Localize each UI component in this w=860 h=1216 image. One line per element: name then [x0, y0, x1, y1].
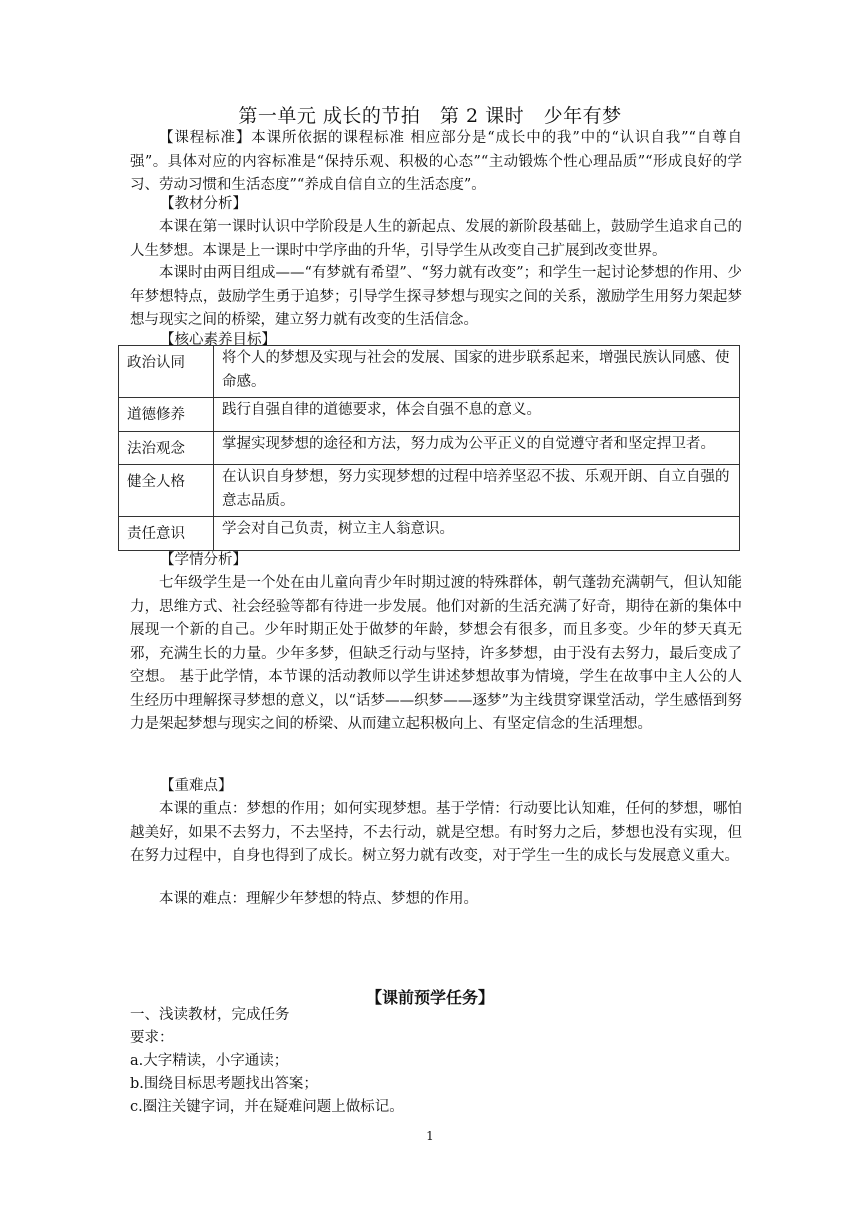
goal-value: 掌握实现梦想的途径和方法，努力成为公平正义的自觉遵守者和坚定捍卫者。 [214, 431, 740, 465]
curriculum-standard-paragraph [130, 127, 742, 198]
preview-task-requirement: a.大字精读，小字通读； [130, 1053, 289, 1069]
page-title: 第一单元 成长的节拍 第 2 课时 少年有梦 [238, 105, 622, 127]
key-points-focus: 本课的重点：梦想的作用；如何实现梦想。基于学情：行动要比认知难，任何的梦想，哪怕越美好，如果不去努力，不去坚持，不去行动，就是空想。有时努力之后，梦想也没有实现，但在努力过程中，自身也得到了成长。树立努力就有改变，对于学生一生的成长与发展意义重大。 [130, 801, 742, 864]
goal-value: 将个人的梦想及实现与社会的发展、国家的进步联系起来，增强民族认同感、使命感。 [214, 346, 740, 398]
key-points-heading: 【重难点】 [160, 778, 233, 794]
preview-task-requirement: c.圈注关键字词，并在疑难问题上做标记。 [130, 1099, 404, 1115]
textbook-analysis-paragraph-2: 本课时由两目组成——“有梦就有希望”、“努力就有改变”；和学生一起讨论梦想的作用、少年梦想特点，鼓励学生勇于追梦；引导学生探寻梦想与现实之间的关系，激励学生用努力架起梦想与现实之间的桥梁，建立努力就有改变的生活信念。 [130, 265, 742, 328]
curriculum-standard-heading: 【课程标准】 [159, 130, 252, 146]
goal-key: 责任意识 [119, 517, 214, 551]
goal-value: 学会对自己负责，树立主人翁意识。 [214, 517, 740, 551]
preview-task-requirement: b.围绕目标思考题找出答案； [130, 1076, 318, 1092]
core-goals-heading: 【核心素养目标】 [160, 332, 276, 348]
goal-key: 道德修养 [119, 398, 214, 432]
table-row [119, 346, 740, 398]
goal-key: 政治认同 [119, 346, 214, 398]
core-goals-table [118, 345, 740, 551]
learner-analysis-paragraph: 七年级学生是一个处在由儿童向青少年时期过渡的特殊群体，朝气蓬勃充满朝气，但认知能力，思维方式、社会经验等都有待进一步发展。他们对新的生活充满了好奇，期待在新的集体中展现一个新的自己。少年时期正处于做梦的年龄，梦想会有很多，而且多变。少年的梦天真无邪，充满生长的力量。少年多梦，但缺乏行动与坚持，许多梦想，由于没有去努力，最后变成了空想。 基于此学情，本节课的活动教师以学生讲述梦想故事为情境，学生在故事中主人公的人生经历中理解探寻梦想的意义，以“话梦——织梦——逐梦”为主线贯穿课堂活动，学生感悟到努力是架起梦想与现实之间的桥梁、从而建立起积极向上、有坚定信念的生活理想。 [130, 575, 742, 732]
key-points-difficulty: 本课的难点：理解少年梦想的特点、梦想的作用。 [159, 891, 478, 907]
preview-task-item: 一、浅读教材，完成任务 [130, 1007, 290, 1023]
table-row [119, 517, 740, 551]
textbook-analysis-heading: 【教材分析】 [160, 196, 247, 212]
goal-key: 法治观念 [119, 431, 214, 465]
textbook-analysis-paragraph-1: 本课在第一课时认识中学阶段是人生的新起点、发展的新阶段基础上，鼓励学生追求自己的人生梦想。本课是上一课时中学序曲的升华，引导学生从改变自己扩展到改变世界。 [130, 219, 742, 259]
goal-value: 践行自强自律的道德要求，体会自强不息的意义。 [214, 398, 740, 432]
table-row [119, 465, 740, 517]
curriculum-standard-text: 本课所依据的课程标准 相应部分是“成长中的我”中的“认识自我”“自尊自强”。具体对应的内容标准是“保持乐观、积极的心态”“主动锻炼个性心理品质”“形成良好的学习、劳动习惯和生活态度”“养成自信自立的生活态度”。 [130, 130, 743, 193]
page-number: 1 [426, 1129, 434, 1143]
table-row [119, 431, 740, 465]
table-row [119, 398, 740, 432]
preview-task-title: 【课前预学任务】 [365, 988, 494, 1007]
preview-task-requirement-label: 要求： [130, 1030, 174, 1046]
learner-analysis-heading: 【学情分析】 [160, 552, 247, 568]
goal-value: 在认识自身梦想，努力实现梦想的过程中培养坚忍不拔、乐观开朗、自立自强的意志品质。 [214, 465, 740, 517]
goal-key: 健全人格 [119, 465, 214, 517]
